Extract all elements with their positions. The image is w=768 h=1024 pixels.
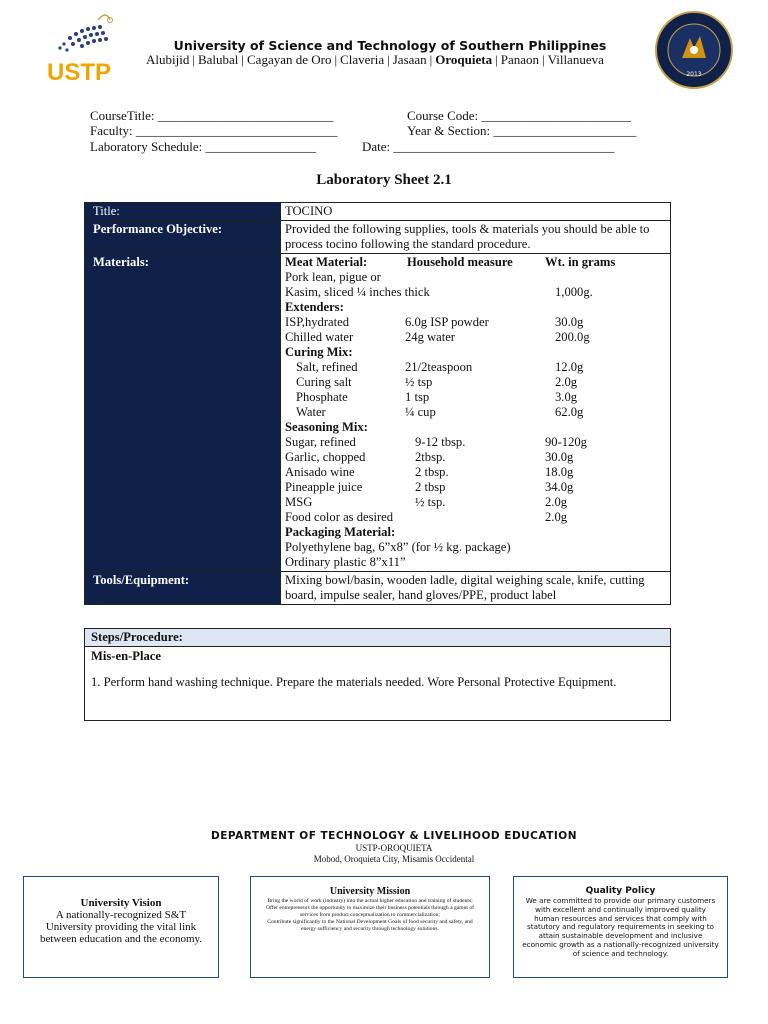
extenders-list: [285, 315, 666, 345]
vision-box: [23, 876, 219, 978]
mission-title: University Mission: [329, 886, 411, 897]
ingredient-row: [285, 375, 666, 390]
campus-list: [146, 52, 646, 68]
seal-year: 2013: [686, 71, 702, 78]
title-value: TOCINO: [281, 203, 671, 221]
ingredient-name: Pineapple juice: [285, 480, 363, 494]
ingredient-measure: ½ tsp.: [415, 495, 446, 509]
campus-address: Mobod, Oroquieta City, Misamis Occidental: [313, 854, 475, 864]
packaging-item: Polyethylene bag, 6”x8” (for ½ kg. package): [285, 540, 511, 554]
campus-separator: |: [387, 52, 390, 67]
ingredient-measure: 24g water: [405, 330, 456, 344]
campus-name-item: Alubijid: [146, 52, 190, 67]
tools-row: [85, 572, 671, 605]
ustp-logo: [40, 8, 132, 86]
campus-separator: |: [192, 52, 195, 67]
course-code-field: Course Code: _______________________: [407, 108, 631, 123]
packaging-item: Ordinary plastic 8”x11”: [285, 555, 406, 569]
lab-sheet-title: Laboratory Sheet 2.1: [316, 172, 452, 188]
ingredient-name: Garlic, chopped: [285, 450, 366, 464]
steps-table: [84, 628, 671, 721]
mission-line: Contribute significantly to the National Development Goals of food security and safety, and energy sufficiency and security through technology solutions.: [267, 919, 473, 932]
curing-header: Curing Mix:: [285, 345, 353, 359]
vision-text: A nationally-recognized S&T University providing the vital link between education and the economy.: [39, 909, 203, 945]
pork-row-2: [285, 285, 666, 300]
ingredient-weight: 200.0g: [555, 330, 590, 344]
objective-row: [85, 221, 671, 254]
campus-separator: |: [495, 52, 498, 67]
logo-text: USTP: [47, 59, 112, 86]
ingredient-measure: 1 tsp: [405, 390, 430, 404]
step-1: 1. Perform hand washing technique. Prepare the materials needed. Wore Personal Protective Equipment.: [91, 675, 617, 689]
ingredient-row: [285, 390, 666, 405]
title-label: Title:: [85, 203, 281, 221]
ingredient-row: [285, 495, 666, 510]
materials-row: [85, 254, 671, 572]
ingredient-name: Food color as desired: [285, 510, 394, 524]
campus-separator: |: [334, 52, 338, 67]
ingredient-weight: 3.0g: [555, 390, 578, 404]
ingredient-name: Anisado wine: [285, 465, 355, 479]
materials-value: [281, 254, 671, 572]
pork-line1: Pork lean, pigue or: [285, 270, 381, 284]
ingredient-name: Curing salt: [296, 375, 352, 389]
ingredient-row: [285, 480, 666, 495]
ingredient-name: Phosphate: [296, 390, 348, 404]
ingredient-measure: 9-12 tbsp.: [415, 435, 466, 449]
materials-label: Materials:: [85, 254, 281, 572]
campus-name-item: Cagayan de Oro: [247, 52, 332, 67]
objective-label: Performance Objective:: [85, 221, 281, 254]
ingredient-weight: 30.0g: [555, 315, 584, 329]
ingredient-measure: 2 tbsp: [415, 480, 446, 494]
steps-body: [85, 647, 671, 721]
meat-header-row: [285, 255, 666, 270]
campus-name-item: Oroquieta: [435, 52, 493, 67]
campus-name-item: Villanueva: [547, 52, 604, 67]
university-name: University of Science and Technology of Southern Philippines: [173, 38, 607, 53]
ingredient-weight: 90-120g: [545, 435, 587, 449]
seasoning-list: [285, 435, 666, 525]
ingredient-weight: 34.0g: [545, 480, 574, 494]
department-name: DEPARTMENT OF TECHNOLOGY & LIVELIHOOD EDUCATION: [211, 830, 577, 842]
ingredient-name: Salt, refined: [296, 360, 358, 374]
department-seal: [654, 10, 734, 90]
extenders-header: Extenders:: [285, 300, 344, 314]
date-field: Date: __________________________________: [362, 139, 615, 154]
pork-weight: 1,000g.: [555, 285, 593, 299]
title-row: [85, 203, 671, 221]
ingredient-weight: 2.0g: [545, 495, 568, 509]
campus-separator: |: [542, 52, 545, 67]
vision-title: University Vision: [80, 897, 162, 909]
policy-title: Quality Policy: [585, 886, 656, 896]
policy-box: [513, 876, 728, 978]
tools-label: Tools/Equipment:: [85, 572, 281, 605]
ingredient-name: Chilled water: [285, 330, 354, 344]
lab-schedule-field: Laboratory Schedule: _________________: [90, 139, 317, 154]
lab-sheet-table: [84, 202, 671, 605]
curing-list: [285, 360, 666, 420]
pork-row-1: [285, 270, 666, 285]
household-header: Household measure: [407, 255, 513, 269]
campus-separator: |: [429, 52, 433, 67]
year-section-field: Year & Section: ______________________: [407, 123, 637, 138]
ingredient-row: [285, 315, 666, 330]
policy-text: We are committed to provide our primary customers with excellent and continually improved quality human resources and services that comply with statutory and regulatory requirements in seeking to attain sustainable development and inclusive economic growth as a nationally-recognized university of science and technology.: [522, 896, 719, 958]
mission-line: Offer entrepreneurs the opportunity to maximize their business potentials through a gamut of services from product conceptualization to commercialization;: [265, 905, 475, 918]
ingredient-row: [285, 405, 666, 420]
ingredient-weight: 30.0g: [545, 450, 574, 464]
steps-subheader: Mis-en-Place: [91, 649, 161, 663]
ingredient-row: [285, 435, 666, 450]
ingredient-weight: 12.0g: [555, 360, 584, 374]
ingredient-name: ISP,hydrated: [285, 315, 350, 329]
ingredient-measure: 2tbsp.: [415, 450, 446, 464]
ingredient-row: [285, 330, 666, 345]
ingredient-measure: ¼ cup: [405, 405, 436, 419]
ingredient-row: [285, 360, 666, 375]
ingredient-measure: 21/2teaspoon: [405, 360, 473, 374]
ingredient-measure: 6.0g ISP powder: [405, 315, 489, 329]
ingredient-measure: ½ tsp: [405, 375, 433, 389]
campus-name: USTP-OROQUIETA: [355, 843, 433, 853]
ingredient-weight: 2.0g: [545, 510, 568, 524]
ingredient-name: Sugar, refined: [285, 435, 356, 449]
faculty-field: Faculty: _______________________________: [90, 123, 338, 138]
mission-box: [250, 876, 490, 978]
course-title-field: CourseTitle: ___________________________: [90, 108, 334, 123]
seasoning-header: Seasoning Mix:: [285, 420, 368, 434]
ingredient-measure: 2 tbsp.: [415, 465, 449, 479]
campus-name-item: Balubal: [197, 52, 239, 67]
mission-text: [251, 897, 489, 933]
steps-header: Steps/Procedure:: [85, 629, 671, 647]
ingredient-weight: 18.0g: [545, 465, 574, 479]
campus-name-item: Panaon: [500, 52, 539, 67]
ingredient-row: [285, 450, 666, 465]
ingredient-name: MSG: [285, 495, 313, 509]
pork-line2: Kasim, sliced ¼ inches thick: [285, 285, 430, 299]
mission-line: Bring the world of work (industry) into the actual higher education and training of students;: [267, 898, 473, 904]
packaging-header: Packaging Material:: [285, 525, 396, 539]
ingredient-row: [285, 465, 666, 480]
ingredient-weight: 2.0g: [555, 375, 578, 389]
campus-name-item: Claveria: [340, 52, 385, 67]
objective-value: Provided the following supplies, tools & materials you should be able to process tocino following the standard procedure.: [281, 221, 671, 254]
ingredient-weight: 62.0g: [555, 405, 584, 419]
ingredient-measure: [415, 510, 545, 525]
campus-separator: |: [241, 52, 244, 67]
weight-header: Wt. in grams: [545, 255, 616, 269]
ingredient-row: [285, 510, 666, 525]
meat-header: Meat Material:: [285, 255, 368, 269]
tools-value: Mixing bowl/basin, wooden ladle, digital weighing scale, knife, cutting board, impulse sealer, hand gloves/PPE, product label: [281, 572, 671, 605]
ingredient-name: Water: [296, 405, 326, 419]
campus-name-item: Jasaan: [392, 52, 427, 67]
